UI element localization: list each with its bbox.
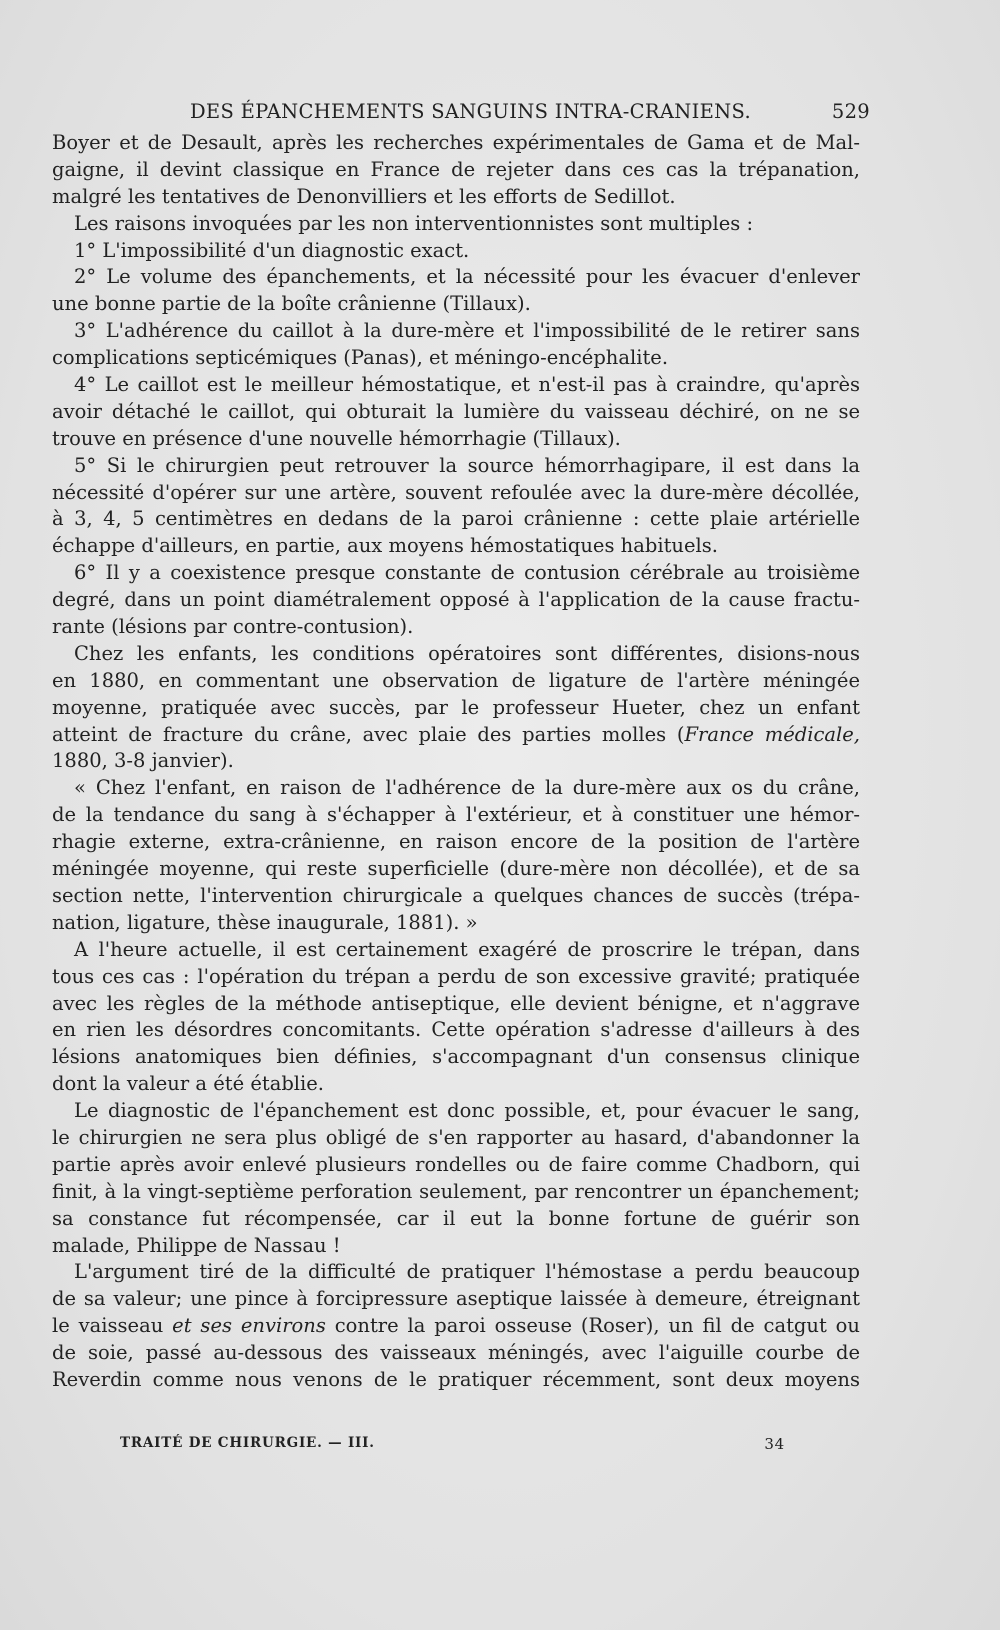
- line-text-after: contre la paroi osseuse (Roser), un fil de catgut ou: [325, 1314, 860, 1338]
- text-line: [52, 1259, 860, 1286]
- text-line: [52, 856, 860, 883]
- text-line: [52, 695, 860, 722]
- signature-number: 34: [764, 1435, 785, 1453]
- line-text: complications septicémiques (Panas), et méningo-encéphalite.: [52, 346, 669, 370]
- running-header: [190, 100, 870, 130]
- running-title: DES ÉPANCHEMENTS SANGUINS INTRA-CRANIENS.: [190, 100, 751, 123]
- line-text: partie après avoir enlevé plusieurs rondelles ou de faire comme Chadborn, qui: [52, 1152, 860, 1176]
- line-text: 1880, 3-8 janvier).: [52, 749, 234, 773]
- text-line: [52, 238, 860, 265]
- text-line: [52, 641, 860, 668]
- line-text: le chirurgien ne sera plus obligé de s'en rapporter au hasard, d'abandonner la: [52, 1125, 860, 1149]
- signature-title: TRAITÉ DE CHIRURGIE. — III.: [120, 1435, 375, 1451]
- text-line: [52, 1152, 860, 1179]
- text-line: [52, 964, 860, 991]
- line-text: Reverdin comme nous venons de le pratiquer récemment, sont deux moyens: [52, 1367, 860, 1391]
- text-line: [52, 291, 860, 318]
- text-line: [52, 1044, 860, 1071]
- text-line: [52, 211, 860, 238]
- line-text: atteint de fracture du crâne, avec plaie des parties molles (: [52, 722, 685, 746]
- line-text: A l'heure actuelle, il est certainement exagéré de proscrire le trépan, dans: [74, 937, 860, 961]
- text-line: [52, 1206, 860, 1233]
- text-line: [52, 1017, 860, 1044]
- text-line: [52, 1340, 860, 1367]
- line-text: échappe d'ailleurs, en partie, aux moyens hémostatiques habituels.: [52, 534, 718, 558]
- line-italic-text: et ses environs: [172, 1314, 326, 1338]
- line-text: 4° Le caillot est le meilleur hémostatique, et n'est-il pas à craindre, qu'après: [74, 373, 860, 397]
- line-text: Chez les enfants, les conditions opératoires sont différentes, disions-nous: [74, 641, 860, 665]
- line-text: Le diagnostic de l'épanchement est donc possible, et, pour évacuer le sang,: [74, 1099, 860, 1123]
- text-line: [52, 775, 860, 802]
- line-text: degré, dans un point diamétralement opposé à l'application de la cause fractu-: [52, 588, 860, 612]
- line-text: avoir détaché le caillot, qui obturait la lumière du vaisseau déchiré, on ne se: [52, 399, 860, 423]
- text-line: [52, 722, 860, 749]
- text-line: [52, 1286, 860, 1313]
- line-text: 5° Si le chirurgien peut retrouver la source hémorrhagipare, il est dans la: [74, 453, 860, 477]
- text-line: [52, 1071, 860, 1098]
- text-line: [52, 668, 860, 695]
- line-text: dont la valeur a été établie.: [52, 1072, 325, 1096]
- page-number: 529: [831, 100, 870, 123]
- text-line: [52, 614, 860, 641]
- line-text: 1° L'impossibilité d'un diagnostic exact.: [74, 238, 470, 262]
- text-line: [52, 372, 860, 399]
- line-text: nécessité d'opérer sur une artère, souvent refoulée avec la dure-mère décollée,: [52, 480, 860, 504]
- line-text: à 3, 4, 5 centimètres en dedans de la paroi crânienne : cette plaie artérielle: [52, 507, 860, 531]
- text-line: [52, 1233, 860, 1260]
- line-text: finit, à la vingt-septième perforation seulement, par rencontrer un épanchement;: [52, 1179, 860, 1203]
- line-text: sa constance fut récompensée, car il eut la bonne fortune de guérir son: [52, 1206, 860, 1230]
- text-line: [52, 883, 860, 910]
- text-line: [52, 533, 860, 560]
- line-text: nation, ligature, thèse inaugurale, 1881). »: [52, 910, 478, 934]
- line-text: Les raisons invoquées par les non interventionnistes sont multiples :: [74, 211, 754, 235]
- text-line: [52, 318, 860, 345]
- text-line: [52, 453, 860, 480]
- text-line: [52, 1179, 860, 1206]
- line-text: « Chez l'enfant, en raison de l'adhérence de la dure-mère aux os du crâne,: [74, 776, 860, 800]
- line-text: une bonne partie de la boîte crânienne (Tillaux).: [52, 292, 531, 316]
- text-line: [52, 130, 860, 157]
- line-text: de soie, passé au-dessous des vaisseaux méningés, avec l'aiguille courbe de: [52, 1341, 860, 1365]
- text-line: [52, 345, 860, 372]
- signature-footer: [120, 1435, 785, 1459]
- text-line: [52, 184, 860, 211]
- line-text: en 1880, en commentant une observation de ligature de l'artère méningée: [52, 668, 860, 692]
- text-line: [52, 587, 860, 614]
- line-text: en rien les désordres concomitants. Cette opération s'adresse d'ailleurs à des: [52, 1018, 860, 1042]
- text-line: [52, 802, 860, 829]
- line-text: lésions anatomiques bien définies, s'accompagnant d'un consensus clinique: [52, 1045, 860, 1069]
- line-text: 3° L'adhérence du caillot à la dure-mère et l'impossibilité de le retirer sans: [74, 319, 860, 343]
- text-line: [52, 910, 860, 937]
- text-line: [52, 1125, 860, 1152]
- line-text: rante (lésions par contre-contusion).: [52, 615, 414, 639]
- text-line: [52, 748, 860, 775]
- text-line: [52, 1098, 860, 1125]
- text-line: [52, 829, 860, 856]
- text-line: [52, 157, 860, 184]
- text-line: [52, 480, 860, 507]
- body-text: [52, 130, 860, 1394]
- text-line: [52, 264, 860, 291]
- text-line: [52, 991, 860, 1018]
- line-italic-text: France médicale,: [684, 722, 860, 746]
- text-line: [52, 937, 860, 964]
- line-text: Boyer et de Desault, après les recherches expérimentales de Gama et de Mal-: [52, 131, 860, 154]
- line-text: le vaisseau: [52, 1314, 173, 1338]
- line-text: de la tendance du sang à s'échapper à l'extérieur, et à constituer une hémor-: [52, 803, 860, 827]
- line-text: 2° Le volume des épanchements, et la nécessité pour les évacuer d'enlever: [74, 265, 860, 289]
- line-text: section nette, l'intervention chirurgicale a quelques chances de succès (trépa-: [52, 883, 860, 907]
- line-text: L'argument tiré de la difficulté de pratiquer l'hémostase a perdu beaucoup: [74, 1260, 860, 1284]
- line-text: avec les règles de la méthode antiseptique, elle devient bénigne, et n'aggrave: [52, 991, 860, 1015]
- line-text: moyenne, pratiquée avec succès, par le professeur Hueter, chez un enfant: [52, 695, 860, 719]
- text-line: [52, 399, 860, 426]
- line-text: de sa valeur; une pince à forcipressure aseptique laissée à demeure, étreignant: [52, 1287, 860, 1311]
- text-line: [52, 426, 860, 453]
- line-text: trouve en présence d'une nouvelle hémorrhagie (Tillaux).: [52, 426, 621, 450]
- line-text: gaigne, il devint classique en France de rejeter dans ces cas la trépanation,: [52, 157, 860, 181]
- line-text: tous ces cas : l'opération du trépan a perdu de son excessive gravité; pratiquée: [52, 964, 860, 988]
- text-line: [52, 1313, 860, 1340]
- line-text: malade, Philippe de Nassau !: [52, 1233, 341, 1257]
- line-text: méningée moyenne, qui reste superficielle (dure-mère non décollée), et de sa: [52, 857, 860, 881]
- line-text: malgré les tentatives de Denonvilliers et les efforts de Sedillot.: [52, 184, 676, 208]
- line-text: rhagie externe, extra-crânienne, en raison encore de la position de l'artère: [52, 830, 860, 854]
- text-line: [52, 560, 860, 587]
- text-line: [52, 1367, 860, 1394]
- text-line: [52, 506, 860, 533]
- line-text: 6° Il y a coexistence presque constante de contusion cérébrale au troisième: [74, 561, 860, 585]
